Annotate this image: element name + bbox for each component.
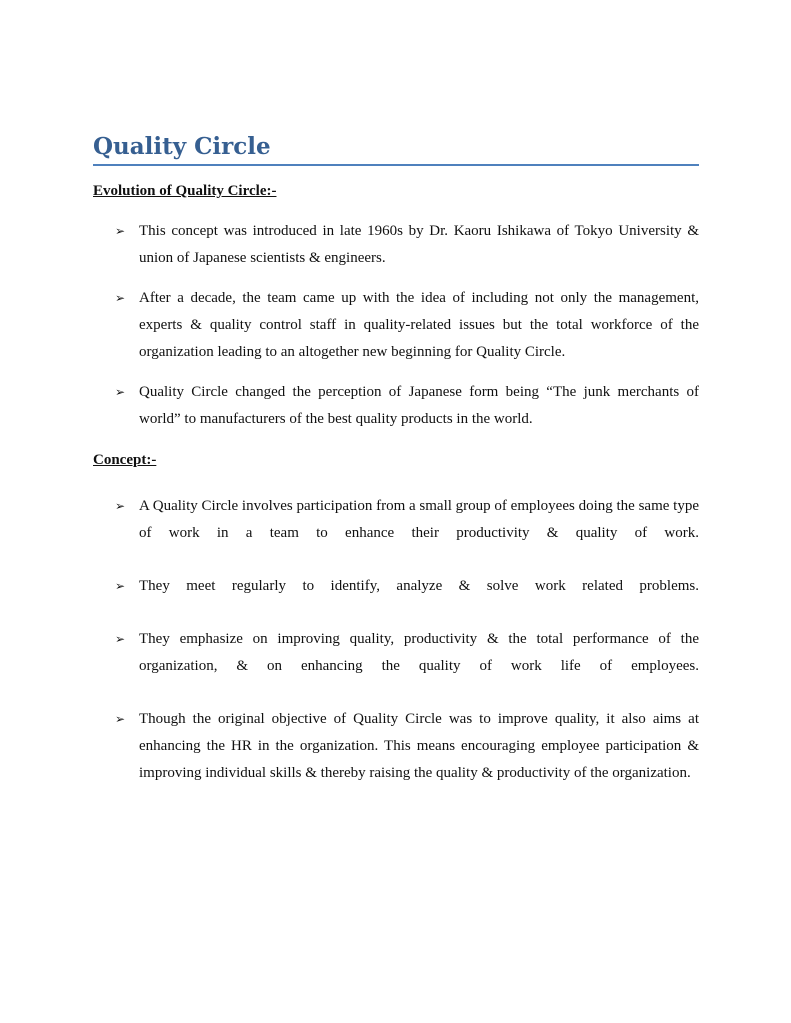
bullet-list-concept <box>93 493 699 787</box>
list-item-text: They emphasize on improving quality, productivity & the total performance of the organization, & on enhancing the quality of work life of employees. <box>139 631 699 674</box>
list-item-text: Though the original objective of Quality Circle was to improve quality, it also aims at enhancing the HR in the organization. This means encouraging employee participation & improving individual skills & thereby raising the quality & productivity of the organization. <box>139 711 699 781</box>
list-item <box>93 706 699 787</box>
arrowhead-bullet-icon: ➢ <box>115 579 126 593</box>
arrowhead-bullet-icon: ➢ <box>115 224 126 238</box>
list-item <box>93 218 699 272</box>
document-page <box>93 131 699 787</box>
arrowhead-bullet-icon: ➢ <box>115 291 126 305</box>
section-heading-concept: Concept:- <box>93 452 157 468</box>
list-item <box>93 285 699 366</box>
list-item <box>93 573 699 600</box>
arrowhead-bullet-icon: ➢ <box>115 499 126 513</box>
list-item <box>93 493 699 547</box>
page-title: Quality Circle <box>93 131 699 166</box>
list-item-text: They meet regularly to identify, analyze & solve work related problems. <box>139 578 699 594</box>
list-item <box>93 379 699 433</box>
list-item-text: Quality Circle changed the perception of Japanese form being “The junk merchants of world” to manufacturers of the best quality products in the world. <box>139 384 699 427</box>
list-item-text: This concept was introduced in late 1960s by Dr. Kaoru Ishikawa of Tokyo University & union of Japanese scientists & engineers. <box>139 223 699 266</box>
bullet-list-evolution <box>93 218 699 433</box>
arrowhead-bullet-icon: ➢ <box>115 385 126 399</box>
section-heading-evolution: Evolution of Quality Circle:- <box>93 183 277 199</box>
arrowhead-bullet-icon: ➢ <box>115 712 126 726</box>
list-item-text: After a decade, the team came up with the idea of including not only the management, experts & quality control staff in quality-related issues but the total workforce of the organization leading to an altogether new beginning for Quality Circle. <box>139 290 699 360</box>
list-item-text: A Quality Circle involves participation from a small group of employees doing the same type of work in a team to enhance their productivity & quality of work. <box>139 498 699 541</box>
arrowhead-bullet-icon: ➢ <box>115 632 126 646</box>
list-item <box>93 626 699 680</box>
